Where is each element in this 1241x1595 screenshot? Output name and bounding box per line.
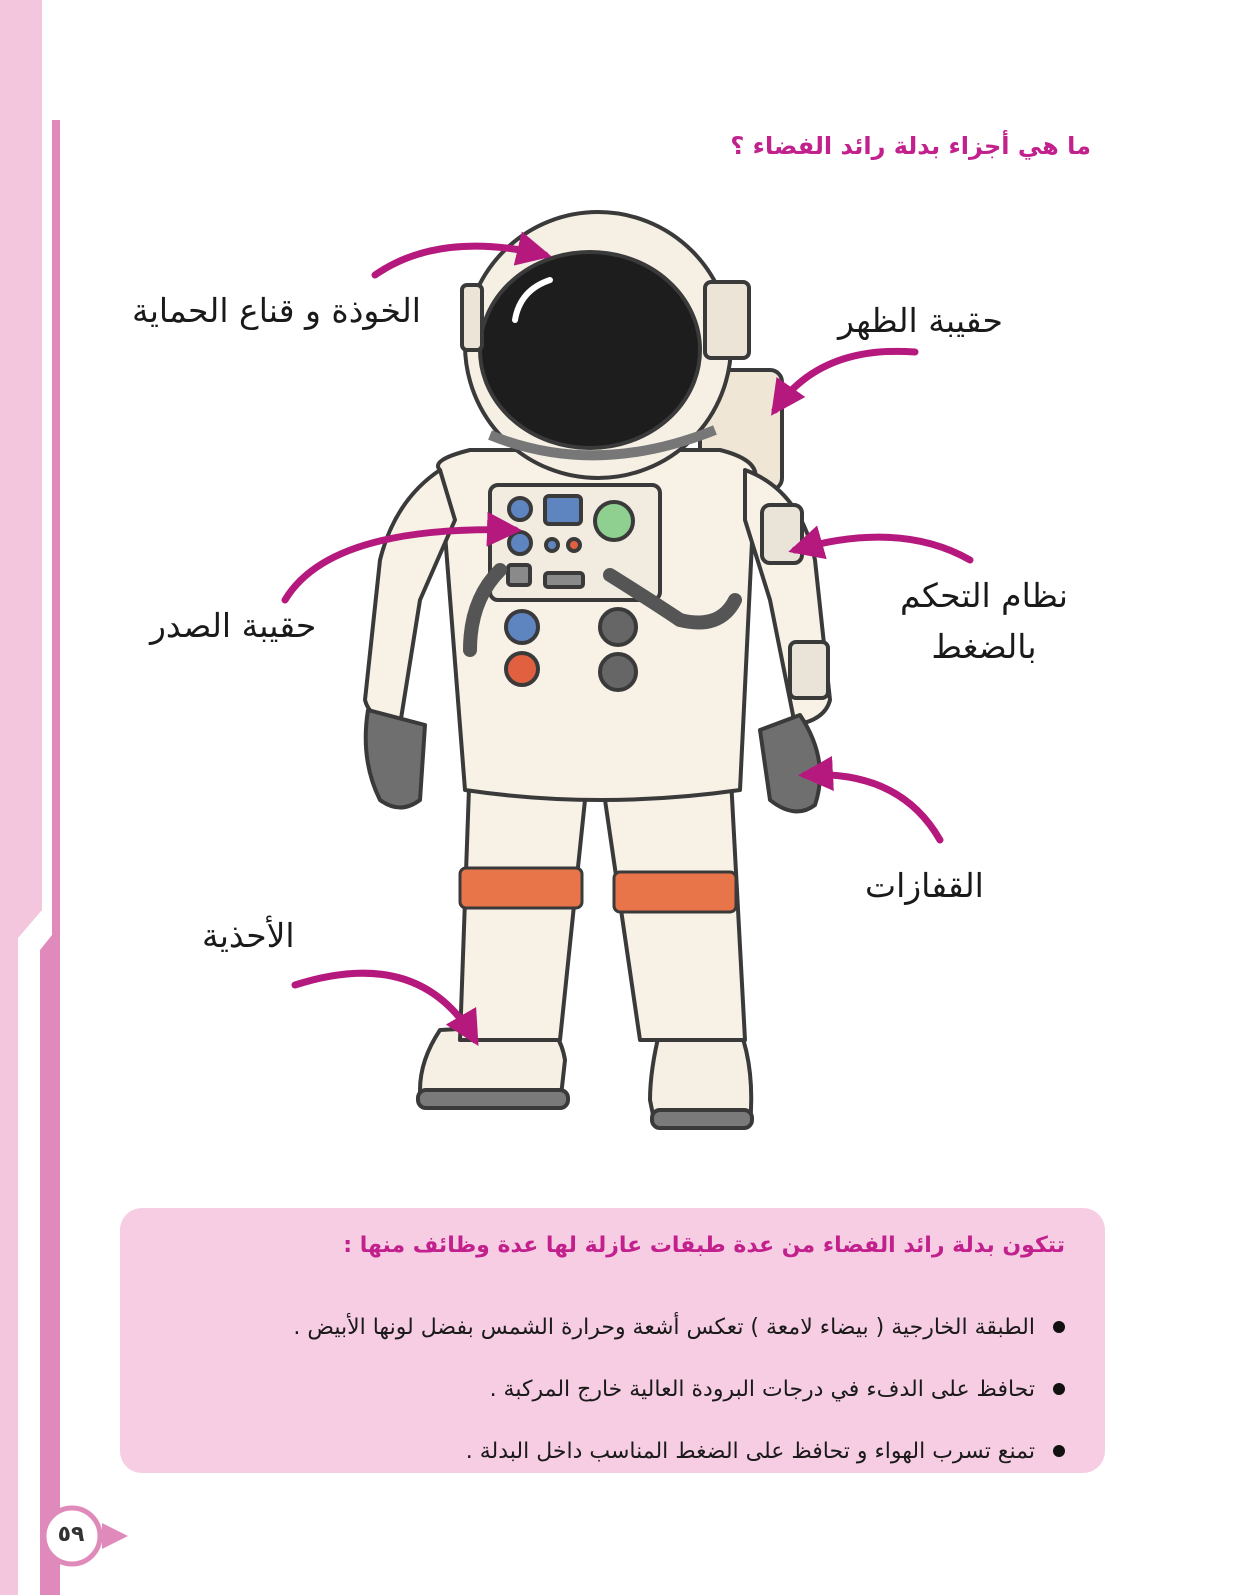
list-item bbox=[293, 1420, 1065, 1482]
astronaut-illustration bbox=[150, 205, 1010, 1155]
info-box bbox=[120, 1208, 1105, 1473]
info-box-heading: تتكون بدلة رائد الفضاء من عدة طبقات عازلة لها عدة وظائف منها : bbox=[343, 1233, 1065, 1258]
bullet-dot-icon bbox=[1053, 1321, 1065, 1333]
label-pressure-control bbox=[900, 570, 1068, 672]
label-gloves: القفازات bbox=[865, 866, 984, 905]
label-pressure-control-line1: نظام التحكم bbox=[900, 576, 1068, 615]
bullet-dot-icon bbox=[1053, 1445, 1065, 1457]
page-title: ما هي أجزاء بدلة رائد الفضاء ؟ bbox=[730, 132, 1091, 160]
label-helmet: الخوذة و قناع الحماية bbox=[132, 291, 421, 330]
label-backpack: حقيبة الظهر bbox=[838, 301, 1003, 340]
list-item-text: تمنع تسرب الهواء و تحافظ على الضغط المناسب داخل البدلة . bbox=[465, 1438, 1035, 1464]
bullet-dot-icon bbox=[1053, 1383, 1065, 1395]
list-item-text: الطبقة الخارجية ( بيضاء لامعة ) تعكس أشعة وحرارة الشمس بفضل لونها الأبيض . bbox=[293, 1314, 1035, 1340]
list-item bbox=[293, 1296, 1065, 1358]
info-box-list bbox=[293, 1296, 1065, 1482]
label-pressure-control-line2: بالضغط bbox=[931, 627, 1037, 667]
page-side-strip bbox=[0, 0, 60, 1595]
list-item-text: تحافظ على الدفء في درجات البرودة العالية خارج المركبة . bbox=[489, 1376, 1035, 1402]
label-boots: الأحذية bbox=[202, 916, 295, 955]
page-number: ٥٩ bbox=[57, 1522, 85, 1547]
label-chest-pack: حقيبة الصدر bbox=[150, 606, 317, 645]
list-item bbox=[293, 1358, 1065, 1420]
